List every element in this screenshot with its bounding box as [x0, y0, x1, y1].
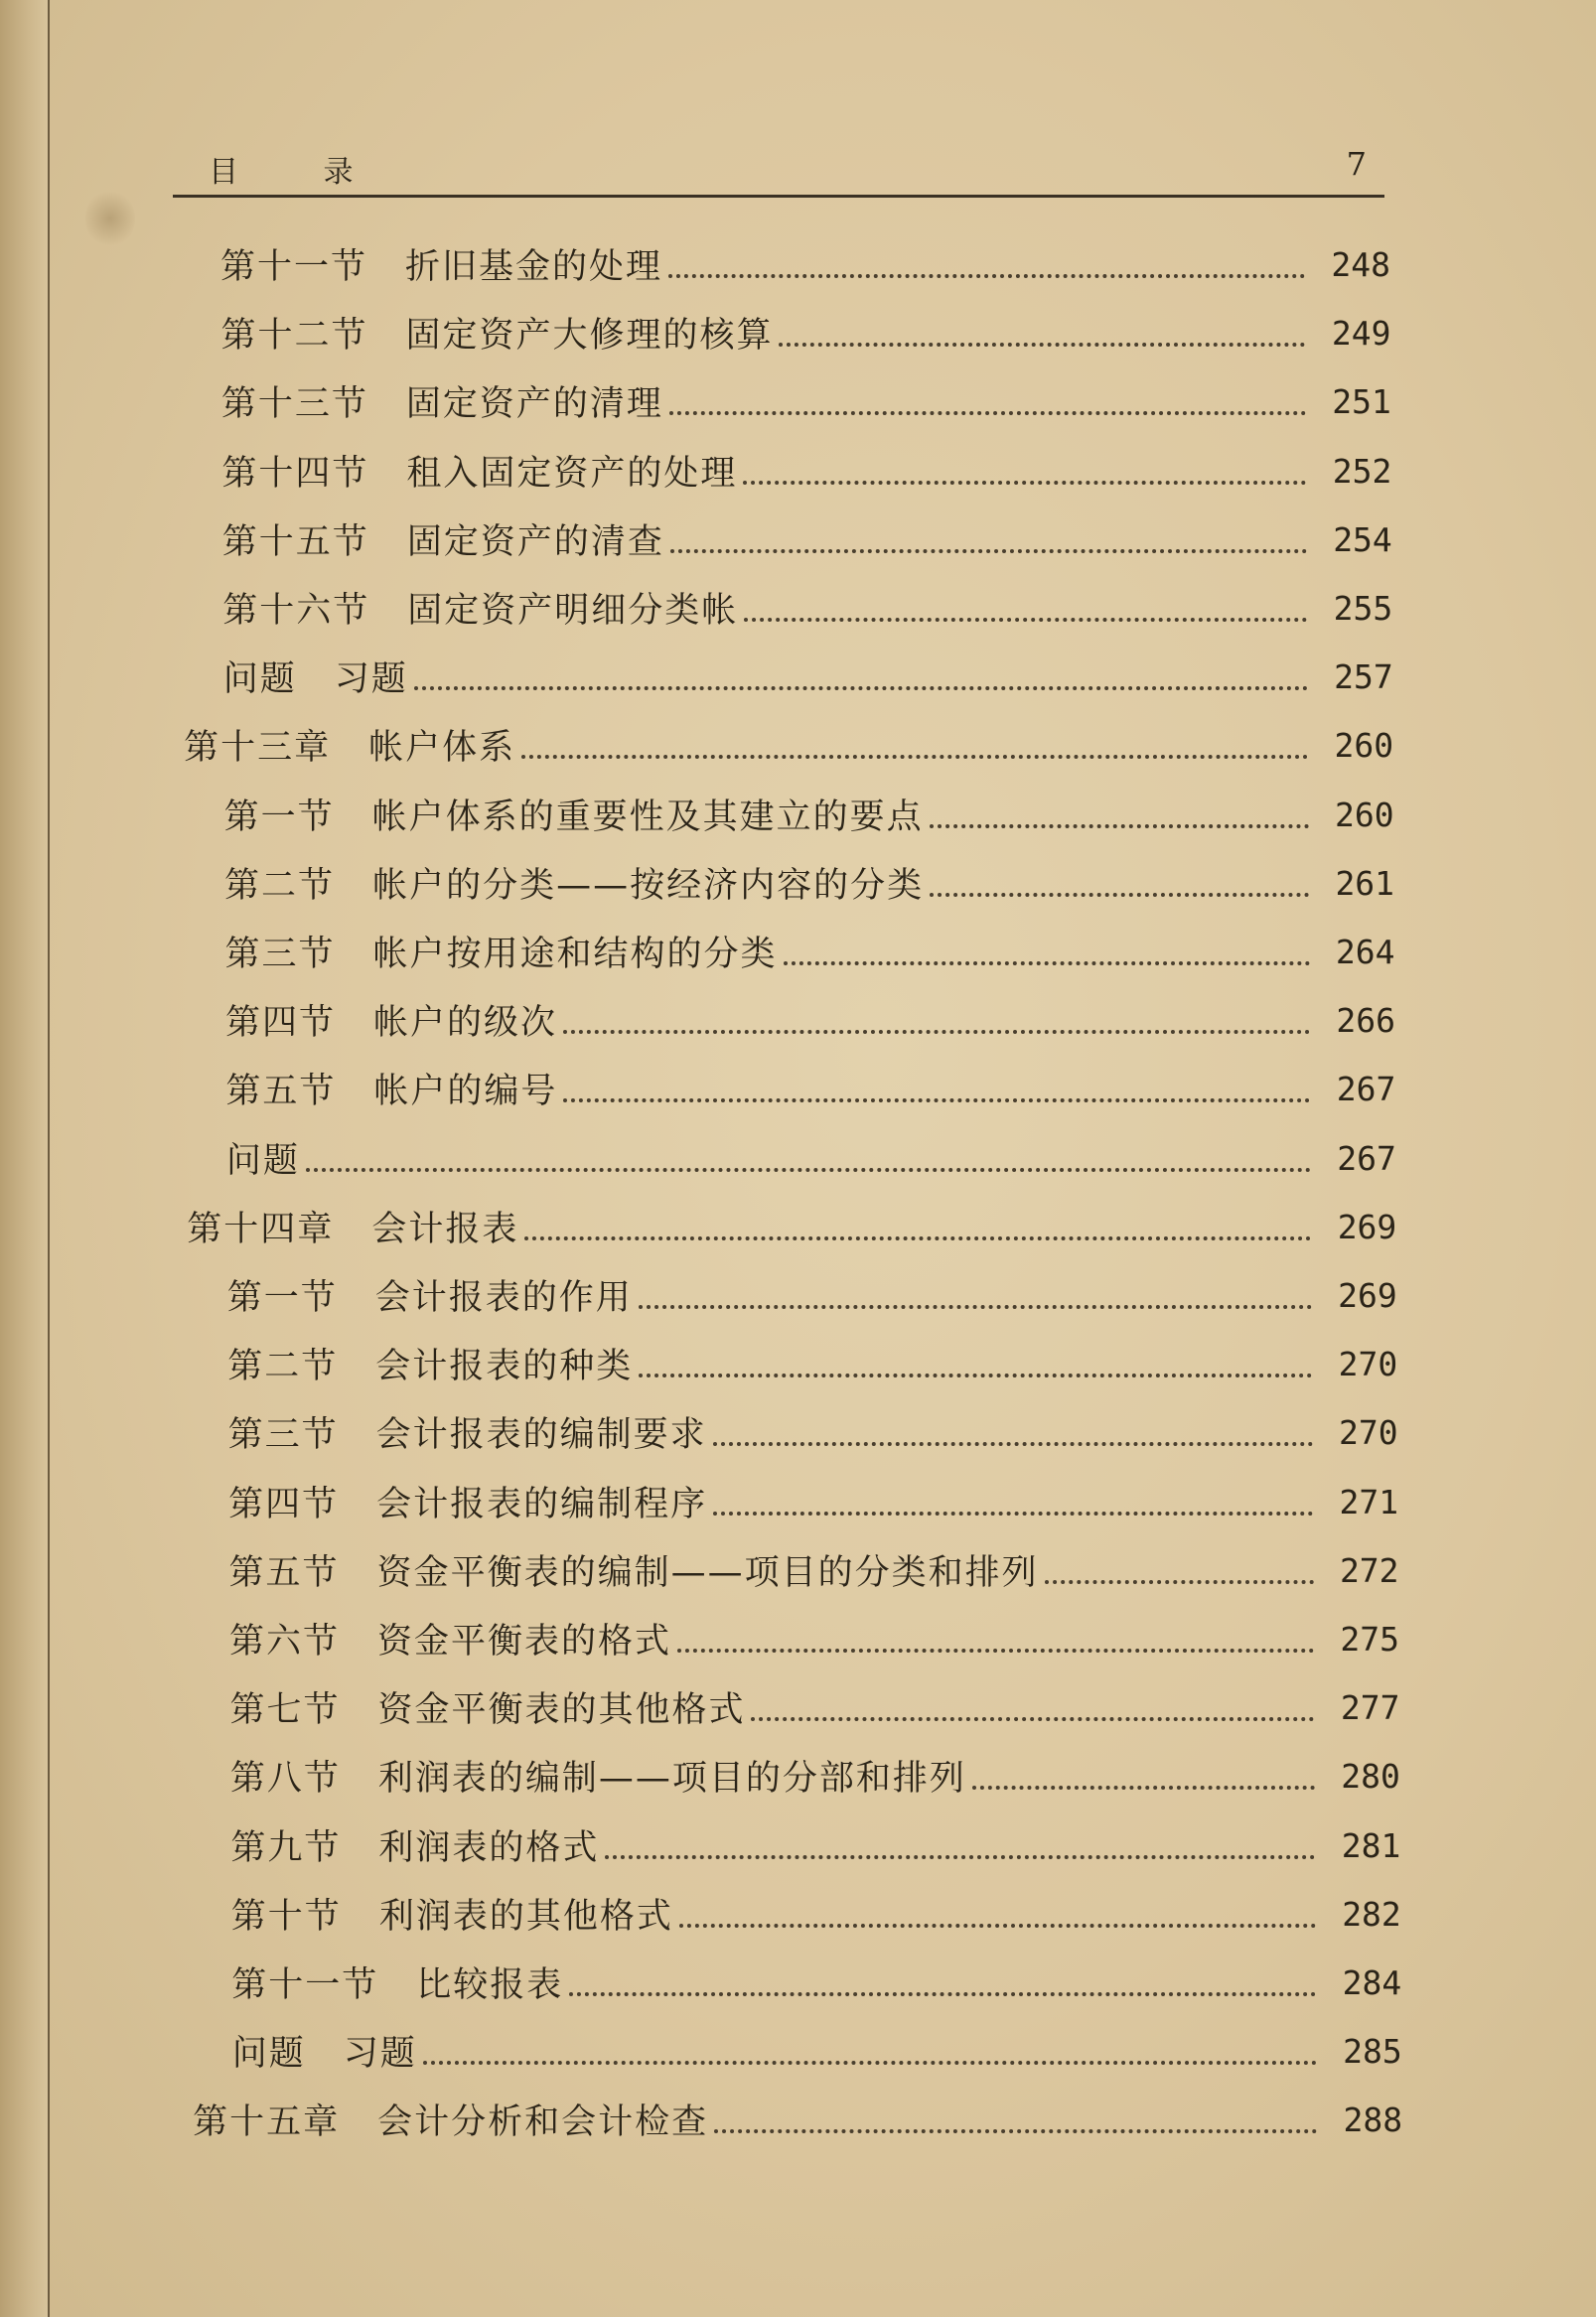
paper-stain: [85, 189, 135, 248]
dot-leader: [679, 1916, 1316, 1928]
dot-leader: [743, 473, 1306, 485]
toc-section-row: [221, 371, 1391, 431]
toc-page-number: 285: [1343, 2031, 1402, 2071]
dot-leader: [972, 1778, 1315, 1790]
toc-section-row: [220, 303, 1390, 362]
dot-leader: [744, 610, 1307, 622]
toc-page-number: 260: [1334, 725, 1394, 765]
toc-entry-number: 第十五章: [193, 2102, 341, 2142]
toc-entry-number: 第十六节: [222, 591, 370, 631]
toc-entry-title: 租入固定资产的处理: [406, 454, 738, 494]
toc-chapter-row: [193, 2090, 1402, 2149]
dot-leader: [930, 816, 1309, 828]
toc-page-number: 261: [1335, 863, 1395, 903]
dot-leader: [713, 1504, 1313, 1516]
toc-entry-title: 帐户的编号: [373, 1072, 558, 1111]
toc-page-number: 281: [1341, 1825, 1401, 1865]
toc-entry-title: 资金平衡表的格式: [377, 1622, 672, 1662]
toc-section-row: [229, 1540, 1399, 1600]
toc-page-number: 260: [1334, 795, 1394, 834]
toc-page-number: 252: [1332, 451, 1392, 491]
dot-leader: [713, 1434, 1313, 1446]
toc-entry-number: 问题: [225, 1141, 300, 1181]
dot-leader: [639, 1297, 1312, 1309]
toc-page-number: 269: [1338, 1275, 1397, 1315]
toc-entry-title: 利润表的编制——项目的分部和排列: [377, 1759, 966, 1799]
toc-entry-title: 固定资产明细分类帐: [407, 591, 739, 631]
toc-page-number: 254: [1333, 519, 1392, 559]
toc-entry-title: 帐户体系: [368, 728, 516, 768]
toc-entry-number: 第二节: [224, 866, 336, 906]
header-page-number: 7: [1346, 145, 1367, 183]
dot-leader: [423, 2053, 1317, 2065]
toc-entry-title: 会计报表的作用: [374, 1278, 633, 1318]
toc-entry-number: 第八节: [229, 1759, 341, 1799]
toc-page-number: 264: [1335, 932, 1395, 971]
toc-section-row: [224, 853, 1394, 913]
dot-leader: [670, 541, 1307, 553]
toc-section-row: [228, 1402, 1398, 1462]
toc-page-number: 288: [1343, 2100, 1403, 2139]
header-title: 目 录: [209, 155, 391, 190]
dot-leader: [524, 1229, 1311, 1240]
toc-section-row: [226, 1128, 1396, 1188]
toc-entry-title: 帐户体系的重要性及其建立的要点: [371, 797, 924, 837]
toc-entry-title: 固定资产大修理的核算: [405, 316, 774, 356]
toc-entry-title: 折旧基金的处理: [405, 247, 663, 287]
toc-page-number: 269: [1337, 1207, 1397, 1246]
toc-entry-number: 第六节: [229, 1622, 341, 1662]
toc-entry-number: 第九节: [230, 1828, 342, 1868]
toc-chapter-row: [187, 1197, 1396, 1256]
toc-section-row: [228, 1472, 1398, 1531]
dot-leader: [414, 678, 1308, 690]
toc-section-row: [222, 509, 1392, 569]
toc-entry-number: 第一节: [226, 1278, 338, 1318]
toc-entry-title: 固定资产的清理: [405, 384, 663, 424]
toc-entry-title: 会计分析和会计检查: [377, 2102, 709, 2142]
dot-leader: [714, 2121, 1317, 2133]
toc-page-number: 248: [1331, 244, 1390, 284]
toc-section-row: [231, 1884, 1401, 1944]
dot-leader: [751, 1709, 1314, 1721]
toc-entry-title: 利润表的其他格式: [378, 1897, 673, 1937]
toc-entry-number: 第十三章: [184, 728, 332, 768]
toc-page-number: 270: [1338, 1344, 1398, 1383]
toc-entry-title: 固定资产的清查: [406, 522, 664, 562]
toc-entry-number: 第四节: [224, 1003, 336, 1043]
toc-page-number: 275: [1340, 1619, 1399, 1659]
toc-section-row: [229, 1609, 1399, 1668]
toc-page-number: 282: [1342, 1894, 1401, 1934]
toc-entry-title: 利润表的格式: [378, 1828, 600, 1868]
toc-section-row: [225, 990, 1395, 1050]
toc-entry-number: 第十节: [230, 1897, 342, 1937]
dot-leader: [784, 953, 1310, 965]
dot-leader: [1045, 1572, 1314, 1584]
toc-entry-number: 第一节: [223, 797, 335, 837]
dot-leader: [563, 1090, 1310, 1102]
toc-entry-title: 会计报表的编制要求: [375, 1415, 707, 1455]
toc-page-number: 266: [1336, 1000, 1395, 1040]
toc-entry-number: 第五节: [228, 1553, 340, 1593]
toc-entry-title: 习题: [343, 2034, 417, 2074]
toc-entry-number: 第十五节: [221, 522, 369, 562]
toc-entry-title: 会计报表的种类: [375, 1347, 634, 1386]
dot-leader: [605, 1847, 1315, 1859]
toc-section-row: [231, 1953, 1401, 2012]
toc-page-number: 267: [1337, 1138, 1396, 1178]
running-header: [173, 143, 1384, 198]
dot-leader: [569, 1984, 1316, 1996]
toc-entry-number: 第三节: [224, 935, 336, 974]
dot-leader: [930, 885, 1309, 897]
toc-entry-number: 第十一节: [231, 1965, 379, 2005]
toc-page-number: 284: [1342, 1962, 1402, 2002]
toc-entry-number: 问题: [222, 659, 297, 699]
dot-leader: [669, 403, 1306, 415]
toc-entry-title: 会计报表: [371, 1210, 519, 1249]
toc-entry-number: 第十三节: [220, 384, 368, 424]
toc-entry-number: 第十一节: [220, 247, 368, 287]
dot-leader: [306, 1160, 1311, 1172]
toc-page-number: 249: [1331, 313, 1391, 353]
toc-entry-number: 第十二节: [220, 316, 368, 356]
toc-page-number: 251: [1332, 381, 1391, 421]
toc-entry-title: 资金平衡表的编制——项目的分类和排列: [376, 1553, 1039, 1593]
toc-entry-number: 第五节: [225, 1072, 337, 1111]
toc-entry-title: 会计报表的编制程序: [376, 1485, 708, 1524]
toc-section-row: [222, 578, 1392, 638]
toc-section-row: [225, 922, 1395, 981]
dot-leader: [563, 1022, 1310, 1034]
toc-section-row: [221, 441, 1391, 501]
toc-chapter-row: [184, 715, 1393, 775]
dot-leader: [521, 747, 1308, 759]
toc-entry-number: 第十四章: [187, 1210, 335, 1249]
book-spine: [0, 0, 50, 2317]
dot-leader: [668, 266, 1305, 278]
toc-entry-title: 比较报表: [416, 1965, 564, 2005]
toc-page-number: 257: [1334, 656, 1393, 696]
toc-section-row: [220, 234, 1390, 294]
toc-page-number: 255: [1333, 588, 1393, 628]
toc-entry-number: 第四节: [228, 1485, 340, 1524]
toc-page-number: 270: [1339, 1412, 1398, 1452]
toc-entry-number: 第三节: [227, 1415, 339, 1455]
toc-page-number: 280: [1341, 1756, 1400, 1796]
toc-entry-number: 第二节: [227, 1347, 339, 1386]
toc-entry-number: 第十四节: [221, 454, 369, 494]
toc-entry-title: 帐户的分类——按经济内容的分类: [372, 866, 925, 906]
toc-page-number: 277: [1340, 1687, 1400, 1727]
toc-section-row: [229, 1677, 1399, 1737]
toc-section-row: [225, 1059, 1395, 1118]
toc-entry-title: 帐户按用途和结构的分类: [372, 935, 778, 974]
toc-entry-title: 资金平衡表的其他格式: [377, 1690, 746, 1730]
toc-entry-title: 习题: [334, 659, 408, 699]
toc-section-row: [223, 647, 1393, 706]
dot-leader: [779, 335, 1305, 347]
toc-page-number: 272: [1339, 1550, 1399, 1590]
toc-entry-number: 问题: [231, 2034, 306, 2074]
toc-section-row: [232, 2021, 1402, 2081]
toc-section-row: [230, 1815, 1400, 1875]
toc-section-row: [227, 1265, 1397, 1325]
dot-leader: [677, 1641, 1314, 1653]
toc-section-row: [224, 785, 1394, 844]
dot-leader: [639, 1366, 1312, 1377]
toc-page-number: 271: [1339, 1482, 1399, 1521]
toc-entry-title: 帐户的级次: [372, 1003, 557, 1043]
toc-section-row: [230, 1746, 1400, 1806]
toc-section-row: [227, 1334, 1397, 1393]
toc-entry-number: 第七节: [229, 1690, 341, 1730]
toc-page-number: 267: [1336, 1069, 1396, 1108]
